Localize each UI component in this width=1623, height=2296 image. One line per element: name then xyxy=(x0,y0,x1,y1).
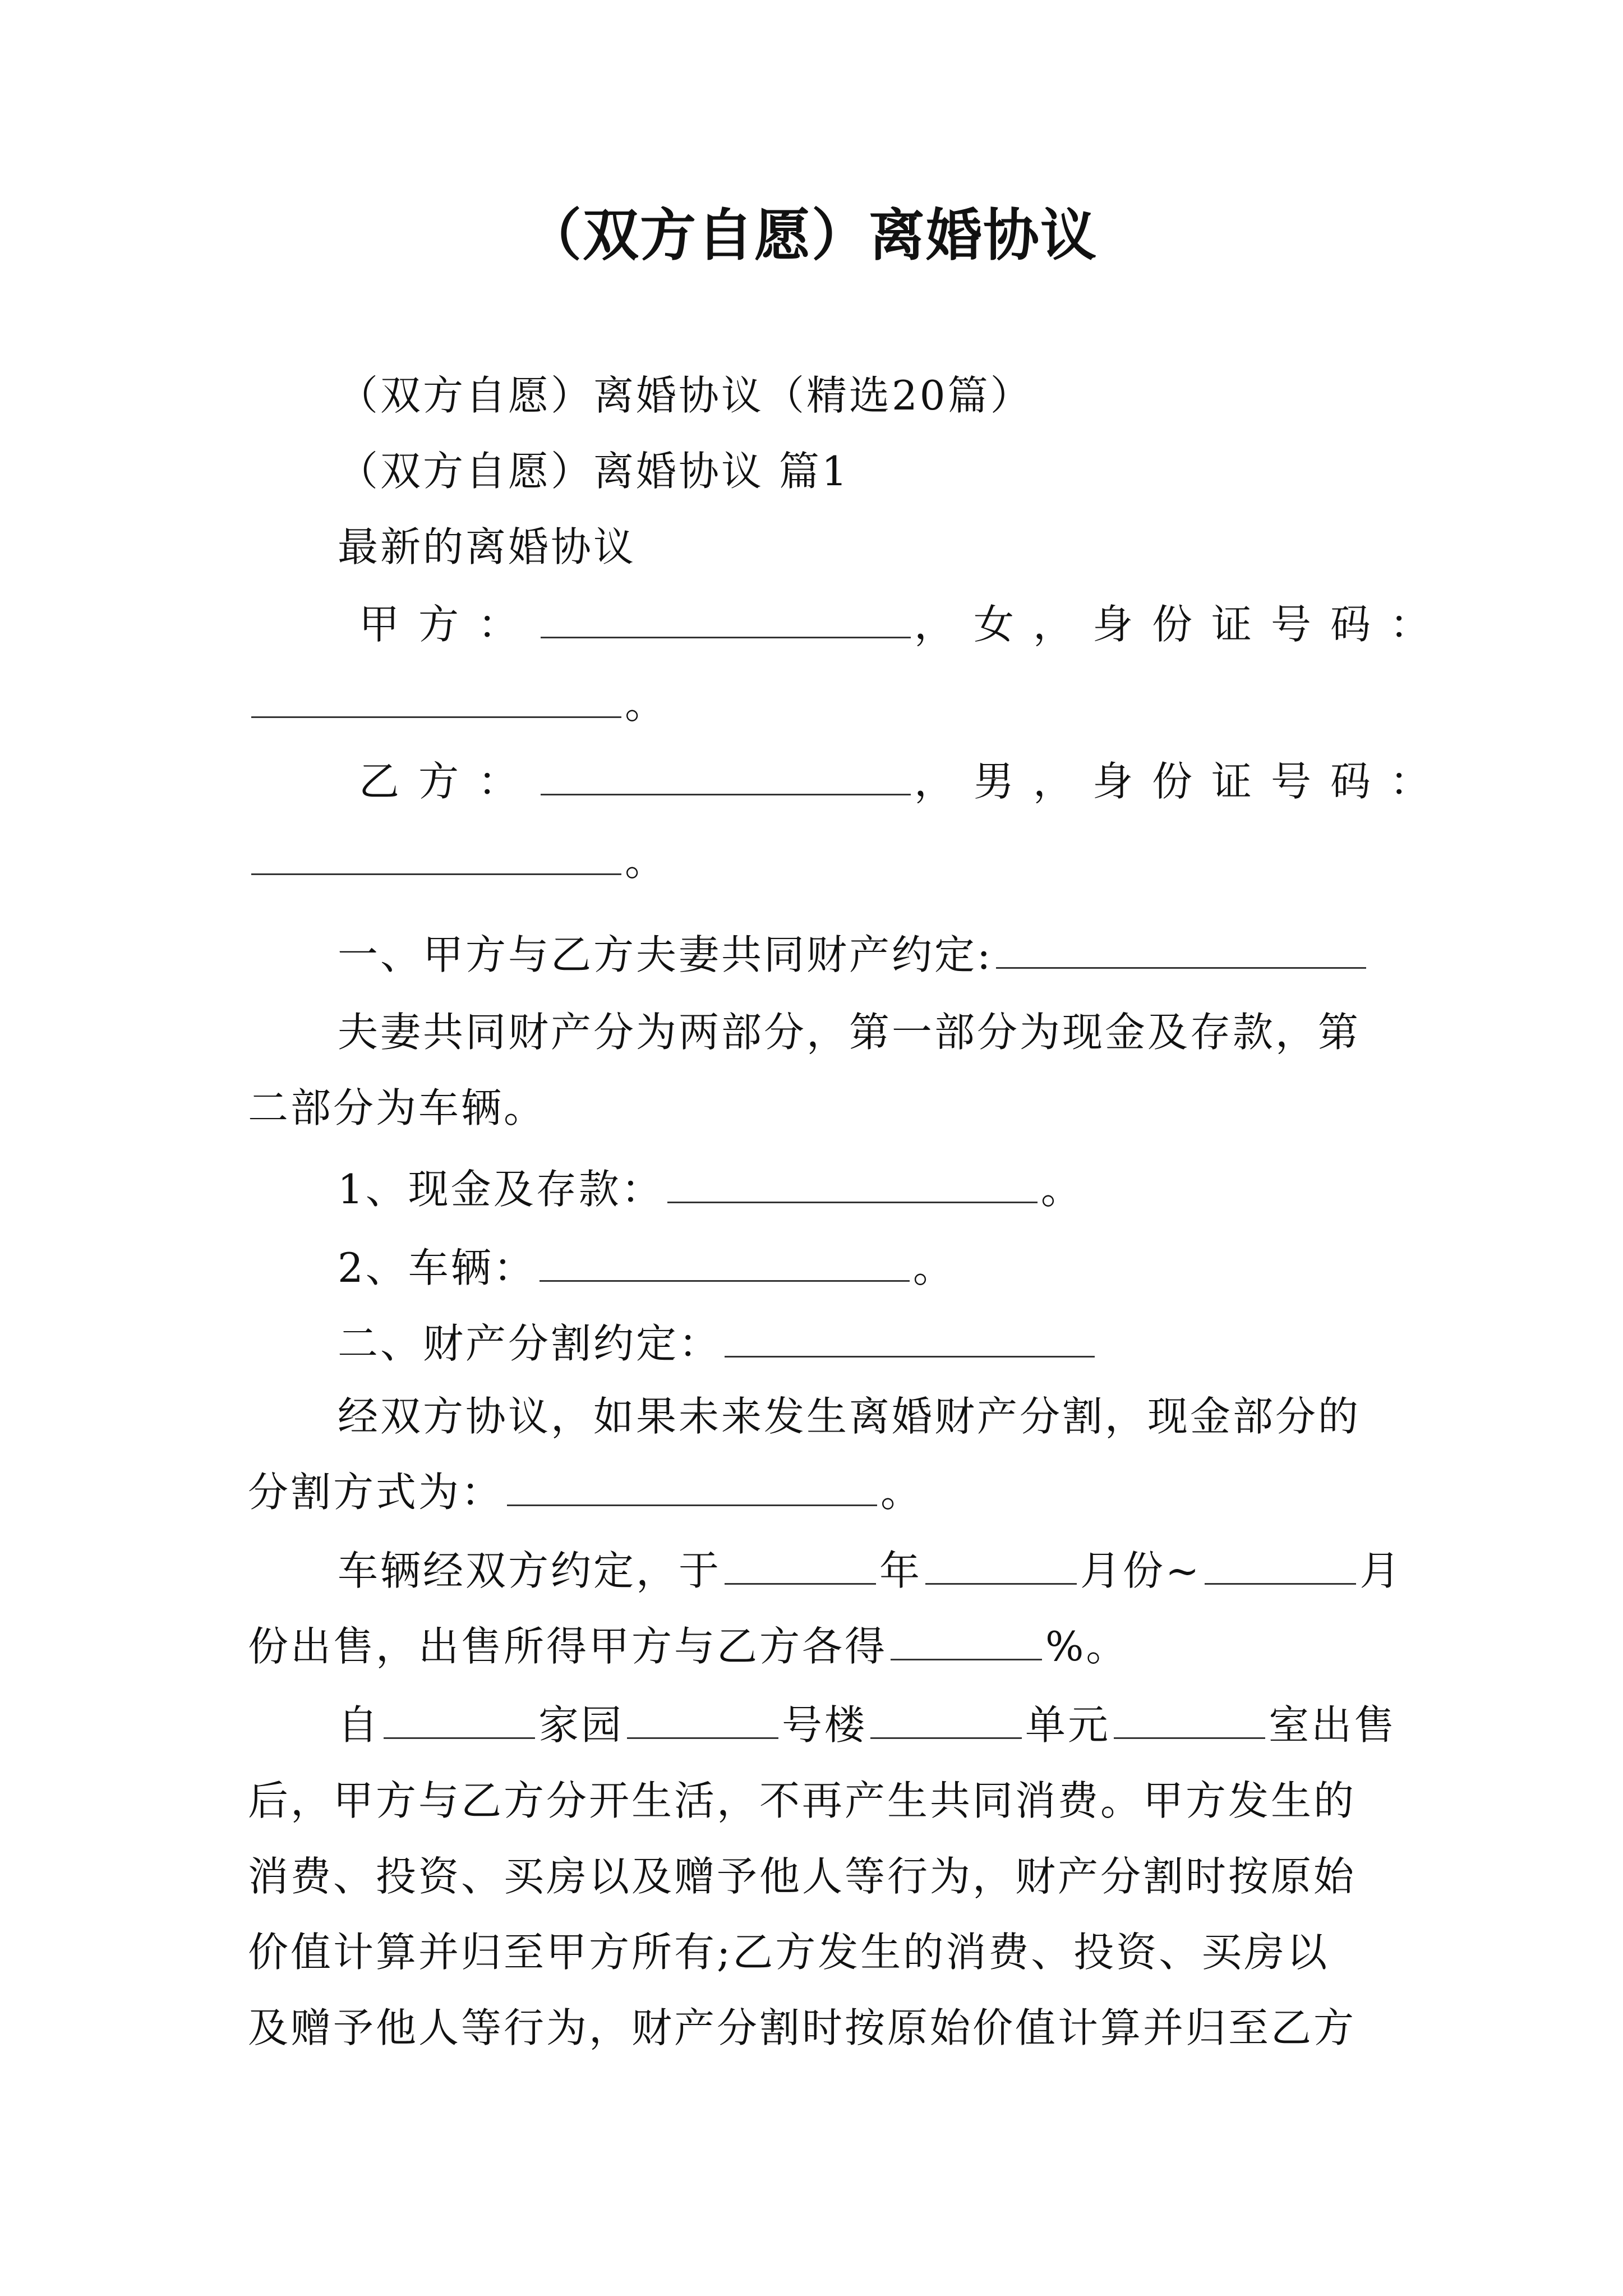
paragraph-4-line-1 xyxy=(338,1697,1396,1753)
section-1-heading xyxy=(338,927,1370,983)
paragraph-1-line-2: 二部分为车辆。 xyxy=(248,1084,547,1131)
p4-blank-1 xyxy=(384,1701,535,1739)
paragraph-2-blank xyxy=(507,1468,877,1506)
p4-text-4: 单元 xyxy=(1025,1701,1111,1749)
party-a-gender: ，女，身份证号码： xyxy=(914,601,1450,648)
paragraph-2-end: 。 xyxy=(880,1469,924,1516)
p3-month-blank-2 xyxy=(1205,1547,1356,1585)
p3-text-3: 月份~ xyxy=(1080,1547,1202,1594)
subtitle-collection: （双方自愿）离婚协议（精选20篇） xyxy=(338,372,1033,419)
party-b-line xyxy=(359,753,1449,809)
party-b-label: 乙方： xyxy=(359,758,538,805)
paragraph-2-label: 分割方式为： xyxy=(248,1469,504,1516)
party-a-line xyxy=(359,596,1449,652)
p4-blank-2 xyxy=(627,1701,778,1739)
paragraph-2-line-2 xyxy=(248,1464,923,1520)
p3b-text-1: 份出售，出售所得甲方与乙方各得 xyxy=(248,1623,888,1670)
subtitle-latest: 最新的离婚协议 xyxy=(338,523,637,570)
p3b-text-2: %。 xyxy=(1045,1623,1129,1670)
paragraph-1-line-1: 夫妻共同财产分为两部分，第一部分为现金及存款，第 xyxy=(338,1009,1361,1056)
paragraph-4-line-4: 价值计算并归至甲方所有;乙方发生的消费、投资、买房以 xyxy=(248,1929,1330,1976)
p3-month-blank-1 xyxy=(925,1547,1077,1585)
item-1-blank xyxy=(667,1165,1038,1203)
party-a-id-blank xyxy=(251,680,621,718)
document-title: （双方自愿）离婚协议 xyxy=(525,203,1098,268)
paragraph-3-line-2 xyxy=(248,1618,1128,1674)
party-b-id-line xyxy=(248,833,667,889)
paragraph-4-line-5: 及赠予他人等行为，财产分割时按原始价值计算并归至乙方 xyxy=(248,2004,1357,2051)
paragraph-4-line-3: 消费、投资、买房以及赠予他人等行为，财产分割时按原始 xyxy=(248,1853,1357,1900)
paragraph-2-line-1: 经双方协议，如果未来发生离婚财产分割，现金部分的 xyxy=(338,1393,1361,1440)
party-a-id-line xyxy=(248,676,667,732)
section-2-blank xyxy=(725,1319,1095,1358)
party-b-gender: ，男，身份证号码： xyxy=(914,758,1450,805)
p3-year-blank xyxy=(725,1547,876,1585)
item-2-end: 。 xyxy=(912,1244,956,1291)
party-a-label: 甲方： xyxy=(359,601,538,648)
paragraph-4-line-2: 后，甲方与乙方分开生活，不再产生共同消费。甲方发生的 xyxy=(248,1777,1357,1824)
section-2-text: 二、财产分割约定： xyxy=(338,1320,722,1367)
p4-text-5: 室出售 xyxy=(1269,1701,1397,1749)
item-2-blank xyxy=(540,1244,910,1282)
subtitle-part-1: （双方自愿）离婚协议 篇1 xyxy=(338,448,850,495)
p4-blank-4 xyxy=(1114,1701,1265,1739)
p3b-percent-blank xyxy=(891,1622,1042,1660)
item-2-label: 2、车辆： xyxy=(338,1244,536,1291)
paragraph-3-line-1 xyxy=(338,1543,1402,1599)
party-b-id-end: 。 xyxy=(625,838,668,885)
p3-text-4: 月 xyxy=(1359,1547,1403,1594)
party-b-id-blank xyxy=(251,837,621,875)
item-1-cash xyxy=(338,1161,1083,1217)
section-1-text: 一、甲方与乙方夫妻共同财产约定: xyxy=(338,931,993,978)
party-a-name-blank xyxy=(541,600,911,638)
section-1-blank xyxy=(996,931,1366,969)
p4-text-2: 家园 xyxy=(538,1701,624,1749)
p3-text-2: 年 xyxy=(879,1547,923,1594)
item-1-end: 。 xyxy=(1040,1166,1083,1213)
p4-text-3: 号楼 xyxy=(782,1701,868,1749)
p4-text-1: 自 xyxy=(338,1701,381,1749)
p4-blank-3 xyxy=(870,1701,1022,1739)
item-2-vehicle xyxy=(338,1240,956,1296)
party-a-id-end: 。 xyxy=(625,680,668,728)
p3-text-1: 车辆经双方约定，于 xyxy=(338,1547,722,1594)
party-b-name-blank xyxy=(541,757,911,795)
section-2-heading xyxy=(338,1315,1098,1372)
item-1-label: 1、现金及存款： xyxy=(338,1166,664,1213)
